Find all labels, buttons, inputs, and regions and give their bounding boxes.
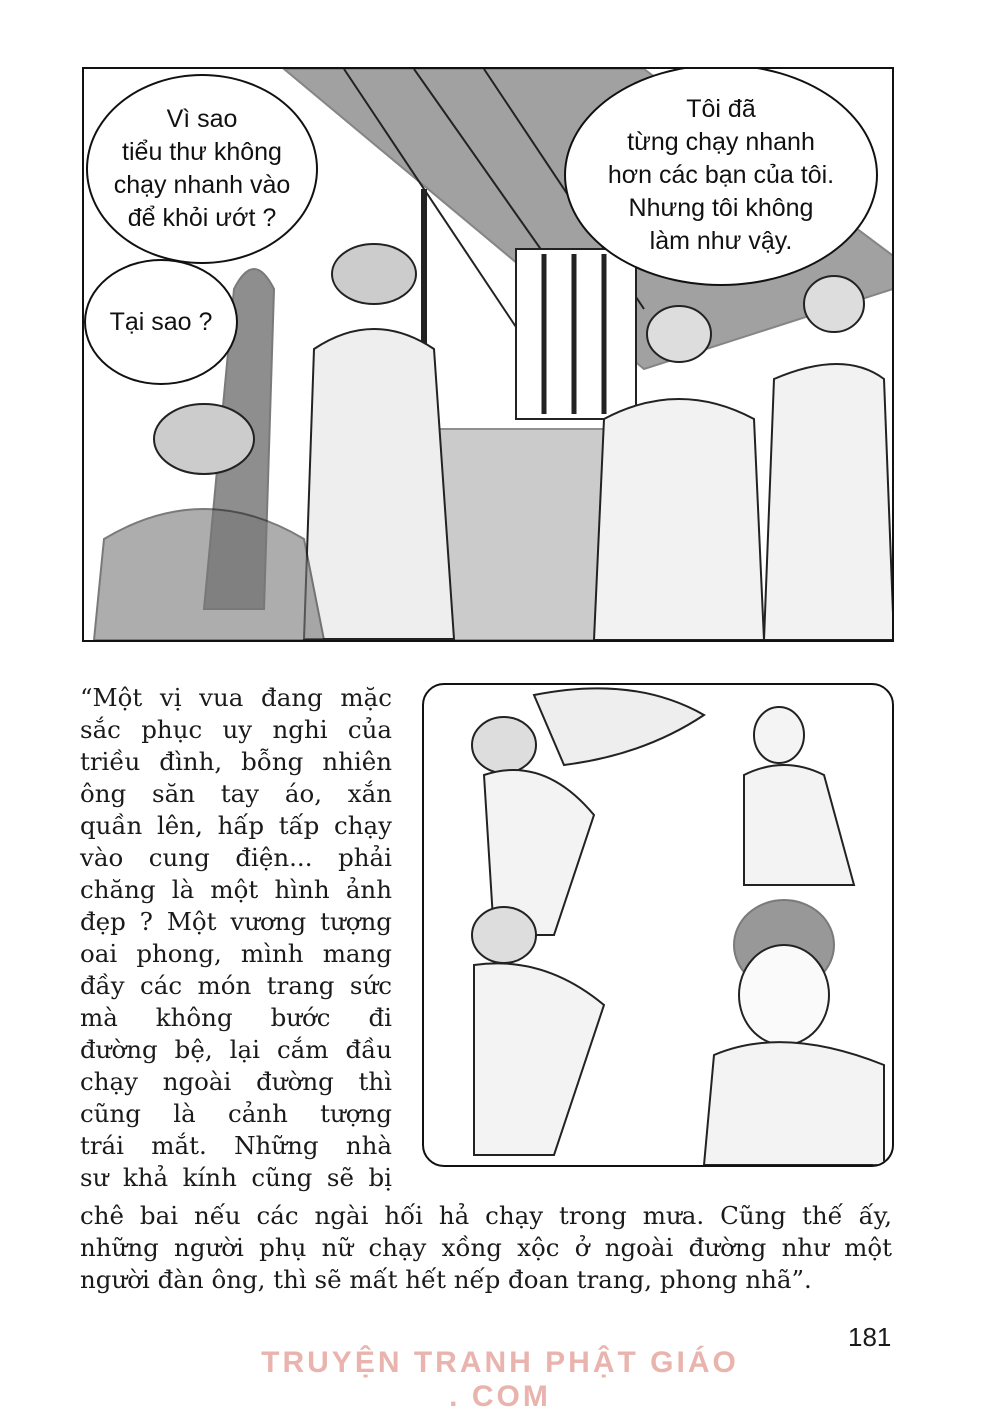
bubble-line: Vì sao bbox=[166, 105, 238, 133]
bubble-line: Tại sao ? bbox=[109, 307, 213, 336]
narration-line: “Một vị vua đang mặc bbox=[80, 683, 392, 712]
narration-line: chê bai nếu các ngài hối hả chạy trong mưa. Cũng thế ấy, bbox=[80, 1201, 892, 1230]
narration-line: cũng là cảnh tượng bbox=[80, 1099, 392, 1128]
comic-panel-running-figures bbox=[422, 683, 894, 1167]
narration-line: đường bệ, lại cắm đầu bbox=[80, 1035, 392, 1064]
narration-line: chăng là một hình ảnh bbox=[80, 875, 392, 904]
speech-bubble-why-not-run bbox=[86, 74, 318, 264]
page-number: 181 bbox=[848, 1322, 892, 1352]
narration-line: trái mắt. Những nhà bbox=[80, 1131, 392, 1160]
bubble-line: để khỏi ướt ? bbox=[127, 204, 277, 232]
narration-line: đẹp ? Một vương tượng bbox=[80, 907, 392, 936]
narration-line: chạy ngoài đường thì bbox=[80, 1067, 392, 1096]
bubble-line: làm như vậy. bbox=[649, 226, 793, 255]
watermark: TRUYỆN TRANH PHẬT GIÁO . COM bbox=[261, 1346, 739, 1413]
bubble-line: chạy nhanh vào bbox=[113, 171, 291, 199]
narration-line: người đàn ông, thì sẽ mất hết nếp đoan trang, phong nhã”. bbox=[80, 1265, 812, 1294]
comic-panel-top bbox=[82, 67, 894, 642]
narration-line: đầy các món trang sức bbox=[80, 971, 392, 1000]
speech-bubble-why bbox=[84, 259, 238, 385]
bubble-line: Nhưng tôi không bbox=[628, 193, 814, 222]
narration-line: sư khả kính cũng sẽ bị bbox=[80, 1163, 392, 1192]
bubble-line: từng chạy nhanh bbox=[627, 127, 815, 156]
narration-line: quần lên, hấp tấp chạy bbox=[80, 811, 392, 840]
narration-line: sắc phục uy nghi của bbox=[80, 715, 392, 744]
narration-line: triều đình, bỗng nhiên bbox=[80, 747, 392, 776]
illustration-running-figures bbox=[424, 685, 892, 1165]
bubble-line: tiểu thư không bbox=[122, 138, 282, 166]
narration-line: những người phụ nữ chạy xồng xộc ở ngoài đường như một bbox=[80, 1233, 892, 1262]
bubble-line: Tôi đã bbox=[686, 94, 756, 123]
narration-line: vào cung điện... phải bbox=[80, 843, 392, 872]
bubble-line: hơn các bạn của tôi. bbox=[607, 160, 835, 189]
narration-line: mà không bước đi bbox=[80, 1003, 392, 1032]
narration-line: ông săn tay áo, xắn bbox=[80, 779, 392, 808]
speech-bubble-reply bbox=[564, 67, 878, 286]
narration-line: oai phong, mình mang bbox=[80, 939, 392, 968]
